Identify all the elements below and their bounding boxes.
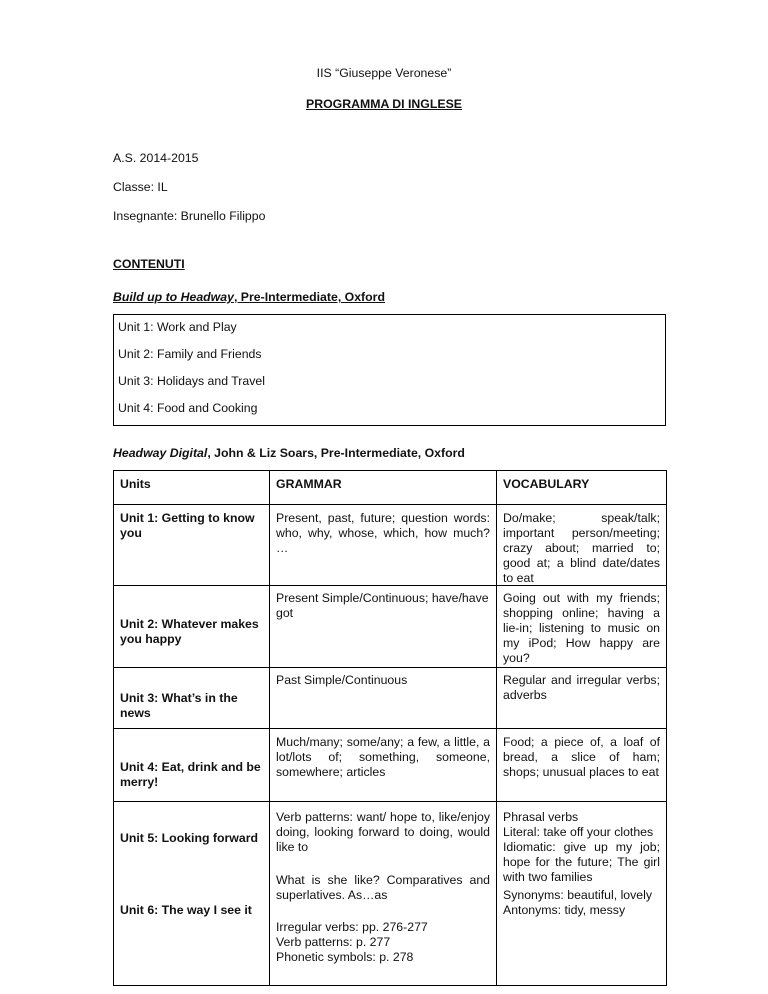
school-name: IIS “Giuseppe Veronese” bbox=[316, 66, 452, 80]
vocab-line-1: Phrasal verbs bbox=[503, 810, 579, 824]
book1-details: , Pre-Intermediate, Oxford bbox=[233, 290, 385, 304]
row5-grammar: Verb patterns: want/ hope to, like/enjoy doing, looking forward to doing, would like to bbox=[276, 810, 490, 854]
row4-vocabulary: Food; a piece of, a loaf of bread, a slice of ham; shops; unusual places to eat bbox=[503, 735, 660, 779]
book1-unit-2: Unit 2: Family and Friends bbox=[118, 347, 262, 361]
vocab-line-2: Literal: take off your clothes bbox=[503, 825, 654, 839]
vocab-line-3: Idiomatic: give up my job; hope for the future; The girl with two families bbox=[503, 840, 660, 884]
book1-title: Build up to Headway bbox=[113, 290, 234, 304]
row1-unit: Unit 1: Getting to know you bbox=[120, 511, 255, 540]
document-title: PROGRAMMA DI INGLESE bbox=[306, 97, 462, 111]
row2-unit: Unit 2: Whatever makes you happy bbox=[120, 617, 259, 646]
header-vocabulary: VOCABULARY bbox=[503, 477, 590, 491]
teacher-label: Insegnante: Brunello Filippo bbox=[113, 209, 266, 223]
row3-unit: Unit 3: What’s in the news bbox=[120, 691, 238, 720]
grammar-ref-irregular: Irregular verbs: pp. 276-277 bbox=[276, 920, 428, 934]
table-row bbox=[114, 505, 667, 586]
row2-vocabulary: Going out with my friends; shopping online; having a lie-in; listening to music on my iPod; How happy are you? bbox=[503, 591, 660, 665]
table-row bbox=[114, 668, 667, 729]
header-units: Units bbox=[120, 477, 151, 491]
table-header-row bbox=[114, 471, 667, 505]
table-row bbox=[114, 586, 667, 668]
book2-details: , John & Liz Soars, Pre-Intermediate, Oxford bbox=[207, 446, 465, 460]
book1-unit-1: Unit 1: Work and Play bbox=[118, 320, 237, 334]
row1-vocabulary: Do/make; speak/talk; important person/meeting; crazy about; married to; good at; a blind date/dates to eat bbox=[503, 511, 660, 585]
units-table bbox=[113, 470, 667, 986]
book1-units-box bbox=[113, 314, 666, 426]
table-row bbox=[114, 729, 667, 802]
row4-unit: Unit 4: Eat, drink and be merry! bbox=[120, 760, 261, 789]
contents-heading: CONTENUTI bbox=[113, 257, 185, 271]
row3-vocabulary: Regular and irregular verbs; adverbs bbox=[503, 673, 660, 702]
row2-grammar: Present Simple/Continuous; have/have got bbox=[276, 591, 489, 620]
header-grammar: GRAMMAR bbox=[276, 477, 342, 491]
grammar-ref-phonetic: Phonetic symbols: p. 278 bbox=[276, 950, 414, 964]
school-year: A.S. 2014-2015 bbox=[113, 151, 199, 165]
row6-unit: Unit 6: The way I see it bbox=[120, 903, 252, 917]
grammar-ref-verb-patterns: Verb patterns: p. 277 bbox=[276, 935, 391, 949]
class-label: Classe: IL bbox=[113, 180, 168, 194]
row4-grammar: Much/many; some/any; a few, a little, a lot/lots of; something, someone, somewhere; articles bbox=[276, 735, 490, 779]
book2-title: Headway Digital bbox=[113, 446, 208, 460]
table-row bbox=[114, 802, 667, 986]
book1-unit-4: Unit 4: Food and Cooking bbox=[118, 401, 258, 415]
vocab-line-4: Synonyms: beautiful, lovely bbox=[503, 888, 653, 902]
row3-grammar: Past Simple/Continuous bbox=[276, 673, 408, 687]
vocab-line-5: Antonyms: tidy, messy bbox=[503, 903, 626, 917]
row1-grammar: Present, past, future; question words: who, why, whose, which, how much? … bbox=[276, 511, 490, 555]
row6-grammar: What is she like? Comparatives and superlatives. As…as bbox=[276, 873, 490, 902]
book1-heading bbox=[113, 290, 385, 305]
book2-heading bbox=[113, 446, 465, 461]
book1-unit-3: Unit 3: Holidays and Travel bbox=[118, 374, 265, 388]
row5-unit: Unit 5: Looking forward bbox=[120, 831, 258, 845]
